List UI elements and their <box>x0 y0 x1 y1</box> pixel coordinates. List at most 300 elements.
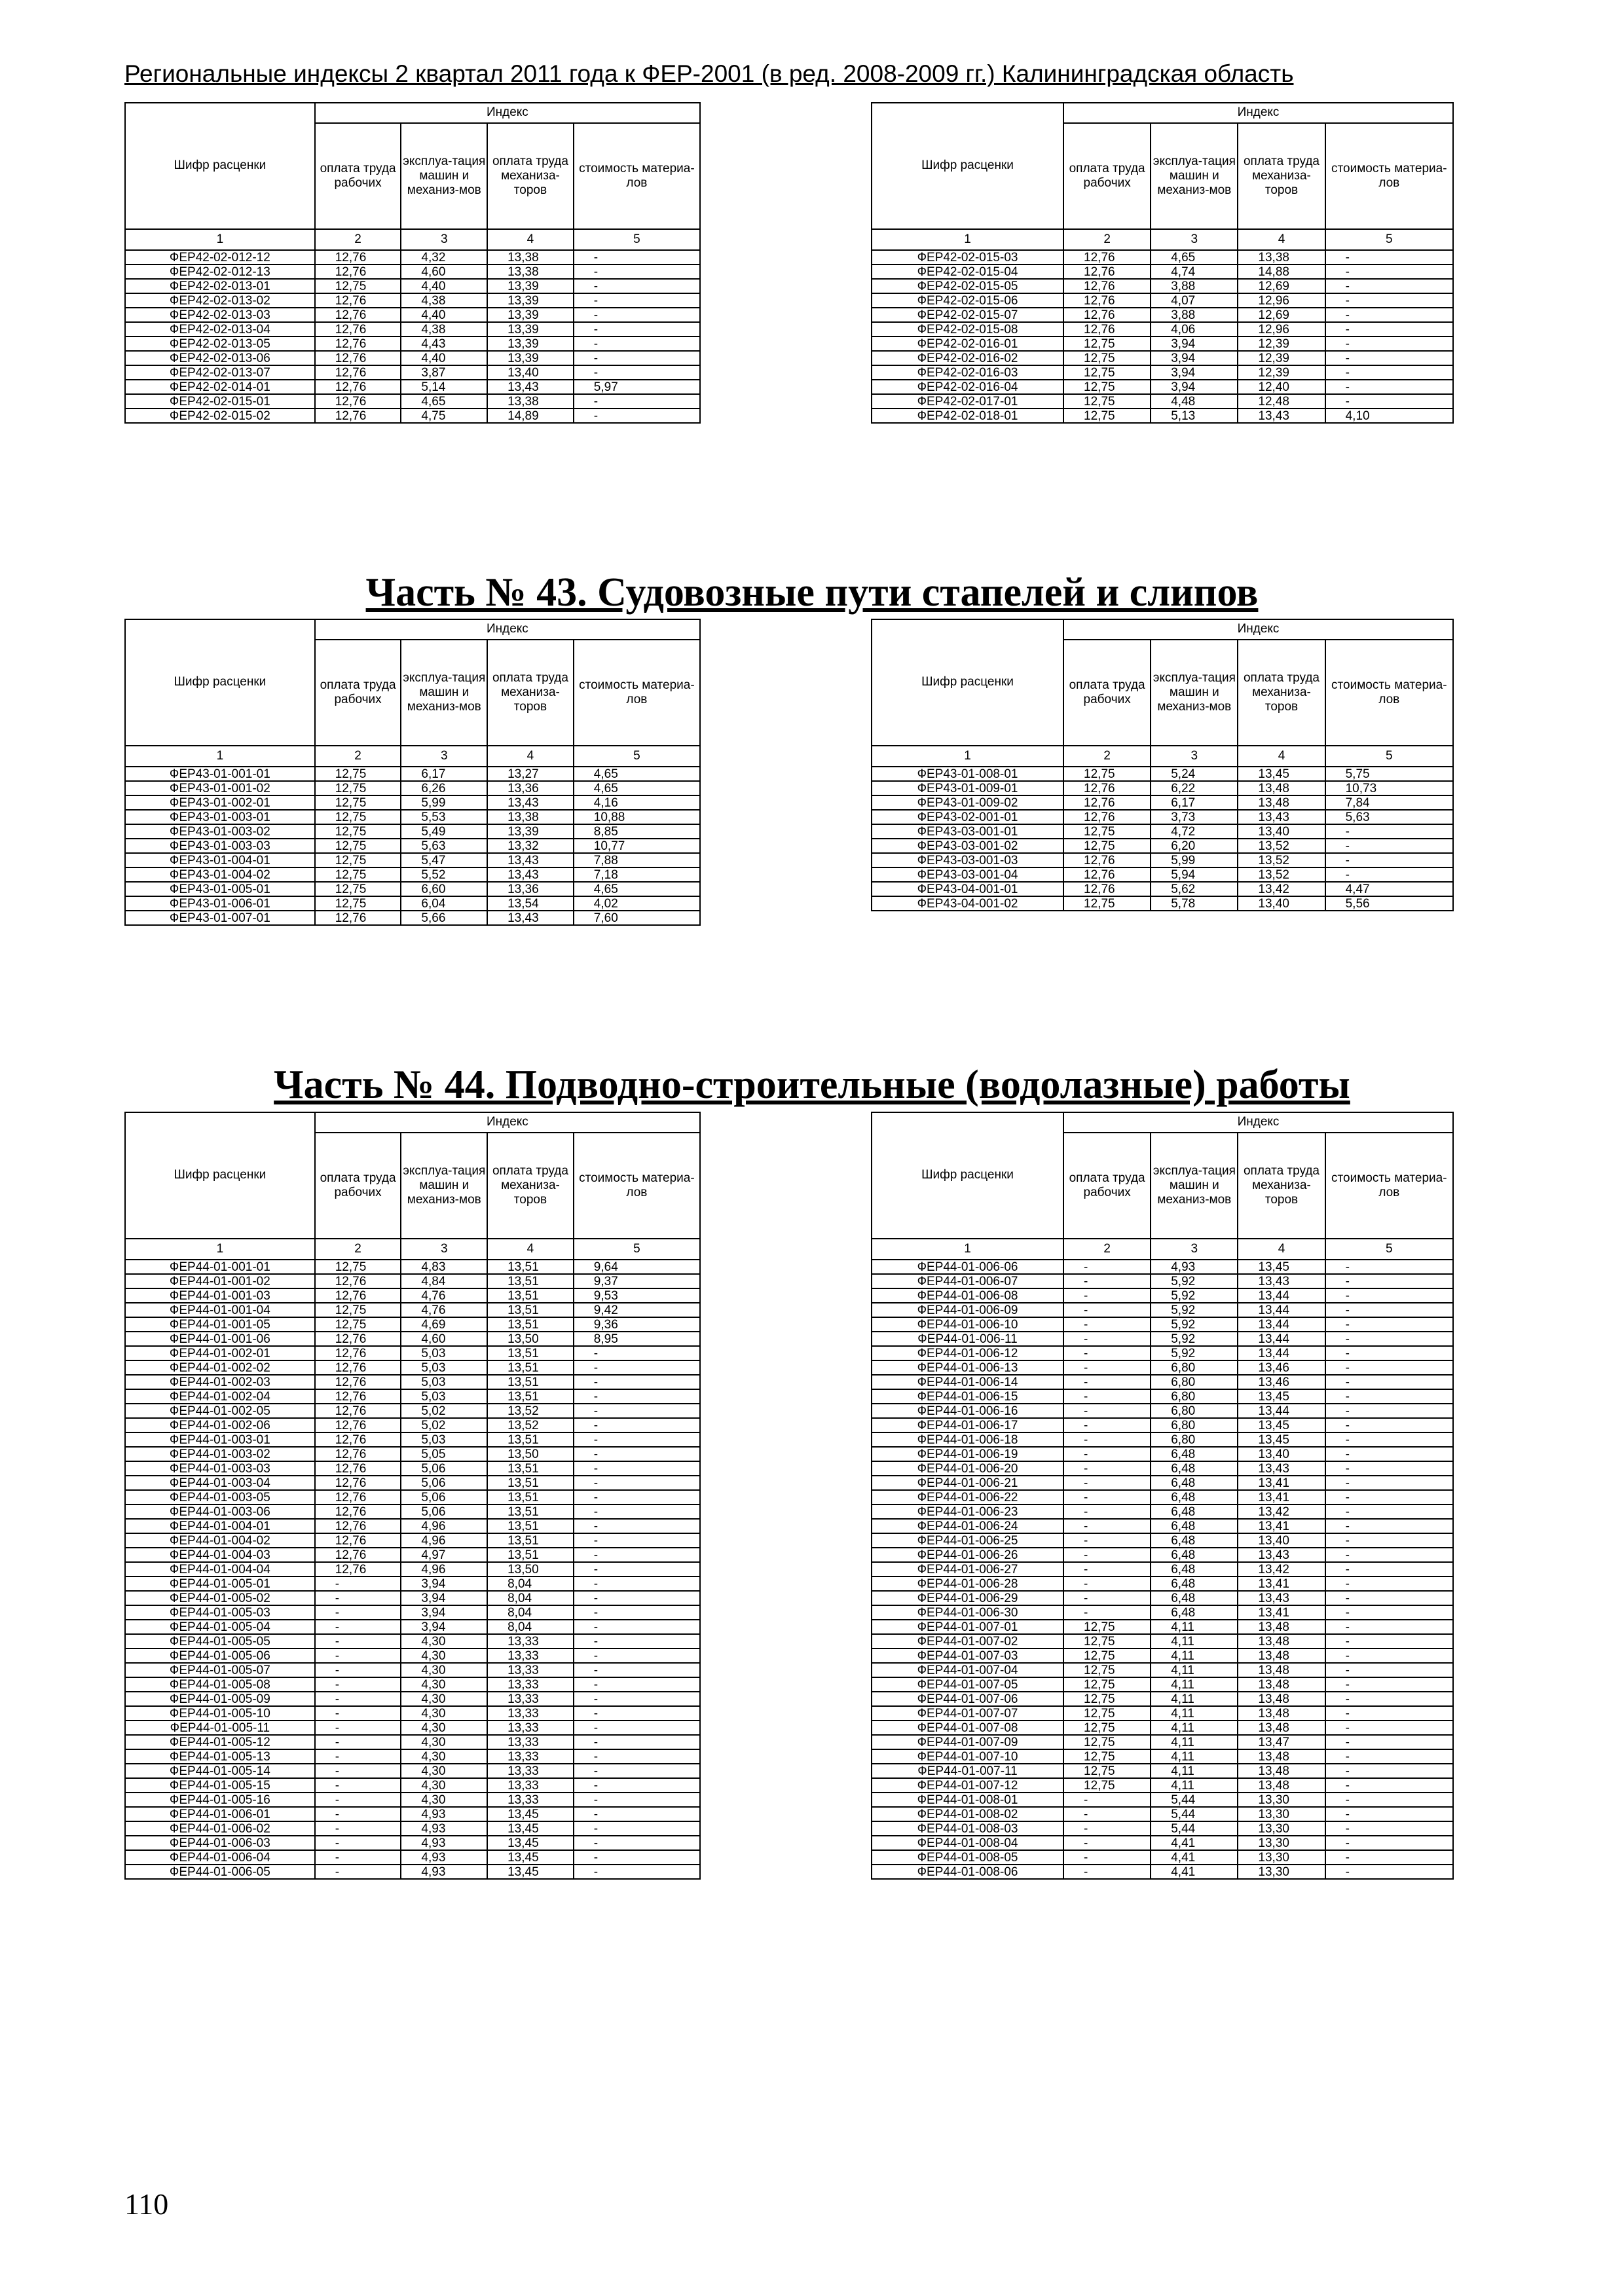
cell-operators: 13,43 <box>1238 409 1325 423</box>
cell-code: ФЕР44-01-005-13 <box>125 1749 315 1764</box>
col-number: 1 <box>125 746 315 767</box>
cell-code: ФЕР44-01-008-05 <box>872 1850 1063 1865</box>
cell-machines: 4,76 <box>401 1288 487 1303</box>
col-number: 4 <box>487 746 574 767</box>
cell-materials: 10,88 <box>574 810 700 824</box>
cell-labor: 12,76 <box>315 1504 401 1519</box>
cell-operators: 13,41 <box>1238 1519 1325 1533</box>
table-row <box>125 1375 700 1389</box>
cell-code: ФЕР44-01-006-03 <box>125 1836 315 1850</box>
cell-operators: 12,96 <box>1238 293 1325 308</box>
cell-machines: 5,44 <box>1151 1821 1238 1836</box>
cell-labor: 12,75 <box>315 810 401 824</box>
cell-materials: - <box>1325 308 1453 322</box>
table-row <box>872 867 1453 882</box>
cell-machines: 4,65 <box>1151 250 1238 264</box>
cell-operators: 13,51 <box>487 1375 574 1389</box>
cell-machines: 6,48 <box>1151 1504 1238 1519</box>
col-header-operators: оплата труда механиза-торов <box>487 123 574 229</box>
cell-materials: - <box>1325 1677 1453 1692</box>
cell-code: ФЕР44-01-006-22 <box>872 1490 1063 1504</box>
col-header-machines: эксплуа-тация машин и механиз-мов <box>1151 123 1238 229</box>
cell-materials: - <box>1325 1303 1453 1317</box>
cell-operators: 13,39 <box>487 293 574 308</box>
cell-code: ФЕР42-02-013-03 <box>125 308 315 322</box>
cell-code: ФЕР43-01-005-01 <box>125 882 315 896</box>
cell-machines: 6,80 <box>1151 1360 1238 1375</box>
table-row <box>872 1533 1453 1548</box>
cell-operators: 13,45 <box>1238 1432 1325 1447</box>
cell-operators: 13,46 <box>1238 1375 1325 1389</box>
cell-materials: - <box>1325 250 1453 264</box>
cell-labor: - <box>1063 1303 1151 1317</box>
cell-labor: 12,76 <box>1063 867 1151 882</box>
cell-materials: - <box>1325 839 1453 853</box>
cell-materials: - <box>574 1778 700 1793</box>
cell-materials: - <box>1325 1317 1453 1332</box>
cell-machines: 6,17 <box>1151 795 1238 810</box>
table-42-left <box>124 102 701 424</box>
cell-labor: 12,75 <box>1063 409 1151 423</box>
table-44-left <box>124 1112 701 1880</box>
table-row <box>872 1274 1453 1288</box>
cell-operators: 8,04 <box>487 1576 574 1591</box>
col-number: 5 <box>1325 1239 1453 1260</box>
cell-code: ФЕР44-01-006-10 <box>872 1317 1063 1332</box>
cell-labor: - <box>315 1576 401 1591</box>
cell-machines: 4,93 <box>401 1807 487 1821</box>
cell-materials: - <box>1325 1519 1453 1533</box>
cell-code: ФЕР44-01-006-25 <box>872 1533 1063 1548</box>
part-43-title: Часть № 43. Судовозные пути стапелей и слипов <box>365 570 1259 615</box>
table-row <box>872 1634 1453 1649</box>
table-42-right <box>871 102 1454 424</box>
cell-materials: - <box>1325 1562 1453 1576</box>
cell-machines: 5,03 <box>401 1389 487 1404</box>
cell-machines: 5,92 <box>1151 1288 1238 1303</box>
table-row <box>125 1317 700 1332</box>
cell-operators: 13,40 <box>1238 896 1325 911</box>
cell-operators: 13,30 <box>1238 1850 1325 1865</box>
cell-materials: - <box>1325 293 1453 308</box>
table-row <box>872 1865 1453 1879</box>
cell-machines: 5,06 <box>401 1476 487 1490</box>
cell-machines: 4,65 <box>401 394 487 409</box>
cell-code: ФЕР43-01-009-02 <box>872 795 1063 810</box>
cell-materials: - <box>574 1821 700 1836</box>
cell-operators: 13,44 <box>1238 1288 1325 1303</box>
cell-code: ФЕР44-01-005-15 <box>125 1778 315 1793</box>
cell-machines: 6,48 <box>1151 1519 1238 1533</box>
cell-code: ФЕР44-01-001-03 <box>125 1288 315 1303</box>
cell-labor: 12,76 <box>315 322 401 337</box>
table-row <box>125 1346 700 1360</box>
cell-materials: - <box>1325 1576 1453 1591</box>
cell-labor: 12,76 <box>315 337 401 351</box>
cell-materials: - <box>1325 1865 1453 1879</box>
cell-materials: - <box>574 1346 700 1360</box>
cell-operators: 13,33 <box>487 1793 574 1807</box>
table-row <box>125 279 700 293</box>
cell-code: ФЕР44-01-005-12 <box>125 1735 315 1749</box>
cell-materials: 4,16 <box>574 795 700 810</box>
table-row <box>125 911 700 925</box>
cell-materials: 8,85 <box>574 824 700 839</box>
cell-labor: 12,76 <box>315 250 401 264</box>
cell-operators: 8,04 <box>487 1591 574 1605</box>
table-row <box>872 1721 1453 1735</box>
cell-labor: 12,76 <box>315 911 401 925</box>
col-number: 2 <box>315 229 401 250</box>
cell-materials: - <box>1325 394 1453 409</box>
cell-labor: - <box>1063 1476 1151 1490</box>
col-header-labor: оплата труда рабочих <box>1063 640 1151 746</box>
cell-materials: - <box>1325 1591 1453 1605</box>
cell-labor: - <box>315 1620 401 1634</box>
cell-materials: - <box>574 1548 700 1562</box>
cell-machines: 5,92 <box>1151 1303 1238 1317</box>
table-row <box>125 824 700 839</box>
cell-code: ФЕР44-01-003-01 <box>125 1432 315 1447</box>
cell-machines: 5,92 <box>1151 1274 1238 1288</box>
cell-labor: 12,75 <box>315 824 401 839</box>
cell-labor: 12,76 <box>315 1404 401 1418</box>
table-row <box>125 1576 700 1591</box>
cell-labor: 12,75 <box>1063 1663 1151 1677</box>
cell-machines: 5,63 <box>401 839 487 853</box>
cell-code: ФЕР43-01-009-01 <box>872 781 1063 795</box>
cell-operators: 13,39 <box>487 322 574 337</box>
cell-machines: 4,93 <box>1151 1260 1238 1274</box>
cell-materials: - <box>574 365 700 380</box>
cell-operators: 13,51 <box>487 1389 574 1404</box>
cell-materials: 7,60 <box>574 911 700 925</box>
cell-machines: 3,73 <box>1151 810 1238 824</box>
cell-code: ФЕР43-01-003-01 <box>125 810 315 824</box>
cell-materials: 9,53 <box>574 1288 700 1303</box>
cell-labor: 12,76 <box>315 308 401 322</box>
table-row <box>125 1865 700 1879</box>
cell-labor: 12,76 <box>1063 882 1151 896</box>
cell-materials: 4,10 <box>1325 409 1453 423</box>
cell-materials: 4,02 <box>574 896 700 911</box>
table-row <box>872 264 1453 279</box>
cell-materials: 5,63 <box>1325 810 1453 824</box>
cell-code: ФЕР44-01-005-08 <box>125 1677 315 1692</box>
cell-machines: 4,07 <box>1151 293 1238 308</box>
cell-code: ФЕР44-01-006-15 <box>872 1389 1063 1404</box>
cell-labor: 12,75 <box>315 1260 401 1274</box>
cell-machines: 3,88 <box>1151 308 1238 322</box>
table-row <box>872 1605 1453 1620</box>
col-number: 1 <box>872 1239 1063 1260</box>
cell-machines: 5,05 <box>401 1447 487 1461</box>
table-row <box>872 1764 1453 1778</box>
cell-code: ФЕР44-01-004-03 <box>125 1548 315 1562</box>
cell-operators: 12,40 <box>1238 380 1325 394</box>
table-row <box>872 1490 1453 1504</box>
table-row <box>872 781 1453 795</box>
cell-machines: 4,41 <box>1151 1850 1238 1865</box>
cell-labor: - <box>1063 1260 1151 1274</box>
cell-operators: 13,27 <box>487 767 574 781</box>
cell-operators: 13,48 <box>1238 1764 1325 1778</box>
cell-code: ФЕР42-02-013-05 <box>125 337 315 351</box>
col-header-materials: стоимость материа-лов <box>574 123 700 229</box>
table-row <box>125 1620 700 1634</box>
table-44-right <box>871 1112 1454 1880</box>
cell-machines: 6,48 <box>1151 1562 1238 1576</box>
cell-labor: 12,75 <box>315 839 401 853</box>
cell-machines: 4,11 <box>1151 1721 1238 1735</box>
table-row <box>872 1288 1453 1303</box>
table-row <box>125 1793 700 1807</box>
table-row <box>872 1663 1453 1677</box>
cell-code: ФЕР43-01-003-03 <box>125 839 315 853</box>
cell-machines: 6,48 <box>1151 1591 1238 1605</box>
cell-operators: 13,50 <box>487 1562 574 1576</box>
cell-materials: - <box>574 1447 700 1461</box>
col-number: 2 <box>1063 746 1151 767</box>
cell-machines: 5,66 <box>401 911 487 925</box>
cell-code: ФЕР44-01-007-03 <box>872 1649 1063 1663</box>
table-row <box>125 1634 700 1649</box>
col-number: 2 <box>315 746 401 767</box>
table-row <box>872 380 1453 394</box>
table-row <box>872 1303 1453 1317</box>
cell-operators: 12,48 <box>1238 394 1325 409</box>
cell-materials: - <box>574 394 700 409</box>
cell-labor: - <box>1063 1591 1151 1605</box>
cell-machines: 5,14 <box>401 380 487 394</box>
cell-materials: - <box>1325 1735 1453 1749</box>
cell-code: ФЕР42-02-016-02 <box>872 351 1063 365</box>
cell-labor: 12,75 <box>1063 337 1151 351</box>
cell-operators: 13,51 <box>487 1317 574 1332</box>
cell-code: ФЕР44-01-008-03 <box>872 1821 1063 1836</box>
cell-materials: - <box>574 1605 700 1620</box>
col-number: 3 <box>401 229 487 250</box>
cell-materials: - <box>574 322 700 337</box>
col-header-labor: оплата труда рабочих <box>1063 123 1151 229</box>
cell-code: ФЕР44-01-008-06 <box>872 1865 1063 1879</box>
cell-materials: - <box>574 308 700 322</box>
cell-operators: 13,38 <box>487 264 574 279</box>
cell-operators: 13,48 <box>1238 1649 1325 1663</box>
col-header-operators: оплата труда механиза-торов <box>487 1133 574 1239</box>
cell-labor: - <box>1063 1274 1151 1288</box>
cell-operators: 12,39 <box>1238 365 1325 380</box>
cell-labor: - <box>1063 1850 1151 1865</box>
cell-operators: 13,45 <box>1238 1260 1325 1274</box>
cell-machines: 5,99 <box>401 795 487 810</box>
cell-labor: 12,76 <box>315 264 401 279</box>
cell-labor: - <box>1063 1836 1151 1850</box>
cell-operators: 13,39 <box>487 279 574 293</box>
cell-operators: 8,04 <box>487 1620 574 1634</box>
cell-materials: - <box>574 1706 700 1721</box>
cell-machines: 5,53 <box>401 810 487 824</box>
cell-machines: 5,06 <box>401 1504 487 1519</box>
cell-materials: - <box>1325 1850 1453 1865</box>
cell-machines: 4,96 <box>401 1533 487 1548</box>
cell-code: ФЕР42-02-016-04 <box>872 380 1063 394</box>
cell-materials: - <box>574 1490 700 1504</box>
cell-code: ФЕР42-02-015-07 <box>872 308 1063 322</box>
cell-operators: 13,50 <box>487 1332 574 1346</box>
cell-materials: - <box>574 1418 700 1432</box>
table-row <box>125 1778 700 1793</box>
cell-labor: 12,75 <box>315 279 401 293</box>
cell-machines: 4,30 <box>401 1634 487 1649</box>
cell-materials: - <box>574 1591 700 1605</box>
table-row <box>872 1807 1453 1821</box>
cell-operators: 12,69 <box>1238 279 1325 293</box>
cell-machines: 5,52 <box>401 867 487 882</box>
cell-machines: 5,49 <box>401 824 487 839</box>
cell-operators: 13,48 <box>1238 1778 1325 1793</box>
cell-materials: - <box>574 351 700 365</box>
cell-labor: - <box>1063 1793 1151 1807</box>
table-row <box>125 1504 700 1519</box>
cell-machines: 4,30 <box>401 1677 487 1692</box>
cell-operators: 13,45 <box>1238 1418 1325 1432</box>
cell-materials: - <box>574 1504 700 1519</box>
cell-labor: 12,76 <box>315 1346 401 1360</box>
cell-materials: - <box>1325 1476 1453 1490</box>
cell-labor: - <box>1063 1375 1151 1389</box>
cell-operators: 13,52 <box>1238 853 1325 867</box>
cell-machines: 4,96 <box>401 1519 487 1533</box>
cell-materials: - <box>1325 1447 1453 1461</box>
cell-labor: - <box>315 1663 401 1677</box>
cell-labor: - <box>1063 1332 1151 1346</box>
cell-labor: 12,75 <box>315 1303 401 1317</box>
table-row <box>125 1821 700 1836</box>
cell-operators: 13,51 <box>487 1461 574 1476</box>
cell-machines: 4,32 <box>401 250 487 264</box>
cell-code: ФЕР42-02-015-03 <box>872 250 1063 264</box>
col-number: 2 <box>1063 229 1151 250</box>
table-row <box>872 1850 1453 1865</box>
cell-machines: 4,75 <box>401 409 487 423</box>
cell-materials: 8,95 <box>574 1332 700 1346</box>
cell-machines: 6,80 <box>1151 1418 1238 1432</box>
cell-code: ФЕР44-01-007-07 <box>872 1706 1063 1721</box>
cell-operators: 13,45 <box>487 1865 574 1879</box>
table-row <box>125 882 700 896</box>
table-row <box>125 896 700 911</box>
table-row <box>125 365 700 380</box>
col-header-machines: эксплуа-тация машин и механиз-мов <box>1151 640 1238 746</box>
cell-materials: - <box>574 1562 700 1576</box>
cell-machines: 5,78 <box>1151 896 1238 911</box>
cell-operators: 13,41 <box>1238 1490 1325 1504</box>
cell-materials: - <box>1325 365 1453 380</box>
col-header-group: Индекс <box>315 619 700 640</box>
cell-machines: 6,48 <box>1151 1447 1238 1461</box>
cell-labor: 12,76 <box>315 1490 401 1504</box>
cell-machines: 4,30 <box>401 1778 487 1793</box>
cell-code: ФЕР44-01-005-02 <box>125 1591 315 1605</box>
cell-machines: 4,41 <box>1151 1865 1238 1879</box>
cell-machines: 5,44 <box>1151 1807 1238 1821</box>
table-row <box>872 1476 1453 1490</box>
cell-operators: 13,51 <box>487 1504 574 1519</box>
cell-code: ФЕР44-01-002-02 <box>125 1360 315 1375</box>
table-row <box>125 1447 700 1461</box>
col-number: 1 <box>125 229 315 250</box>
cell-operators: 13,52 <box>1238 839 1325 853</box>
col-header-machines: эксплуа-тация машин и механиз-мов <box>401 640 487 746</box>
cell-code: ФЕР44-01-006-05 <box>125 1865 315 1879</box>
table-row <box>125 264 700 279</box>
cell-materials: - <box>574 293 700 308</box>
cell-machines: 4,93 <box>401 1865 487 1879</box>
cell-labor: - <box>315 1735 401 1749</box>
cell-operators: 13,36 <box>487 882 574 896</box>
cell-code: ФЕР42-02-013-02 <box>125 293 315 308</box>
cell-labor: - <box>315 1749 401 1764</box>
cell-labor: - <box>315 1706 401 1721</box>
cell-materials: - <box>1325 1533 1453 1548</box>
cell-machines: 6,80 <box>1151 1389 1238 1404</box>
cell-labor: 12,75 <box>315 896 401 911</box>
cell-code: ФЕР42-02-015-04 <box>872 264 1063 279</box>
cell-labor: 12,75 <box>315 853 401 867</box>
cell-operators: 13,45 <box>487 1850 574 1865</box>
table-row <box>872 1346 1453 1360</box>
cell-machines: 4,11 <box>1151 1778 1238 1793</box>
cell-materials: - <box>1325 1749 1453 1764</box>
cell-operators: 13,52 <box>1238 867 1325 882</box>
cell-labor: - <box>315 1778 401 1793</box>
cell-code: ФЕР43-04-001-02 <box>872 896 1063 911</box>
cell-code: ФЕР42-02-013-06 <box>125 351 315 365</box>
cell-labor: - <box>1063 1317 1151 1332</box>
table-row <box>125 394 700 409</box>
table-row <box>125 853 700 867</box>
cell-operators: 13,33 <box>487 1721 574 1735</box>
cell-materials: - <box>1325 1793 1453 1807</box>
table-row <box>125 1706 700 1721</box>
cell-materials: 9,36 <box>574 1317 700 1332</box>
cell-operators: 13,38 <box>487 394 574 409</box>
cell-labor: 12,75 <box>1063 1677 1151 1692</box>
cell-labor: 12,75 <box>315 867 401 882</box>
cell-operators: 13,46 <box>1238 1360 1325 1375</box>
table-row <box>872 250 1453 264</box>
cell-labor: - <box>1063 1490 1151 1504</box>
cell-operators: 13,41 <box>1238 1576 1325 1591</box>
table-row <box>872 853 1453 867</box>
table-row <box>872 1432 1453 1447</box>
cell-labor: 12,76 <box>315 293 401 308</box>
cell-code: ФЕР44-01-005-16 <box>125 1793 315 1807</box>
table-row <box>872 1576 1453 1591</box>
cell-machines: 4,93 <box>401 1821 487 1836</box>
col-header-code: Шифр расценки <box>872 1112 1063 1239</box>
cell-operators: 13,52 <box>487 1404 574 1418</box>
cell-operators: 13,40 <box>1238 824 1325 839</box>
cell-code: ФЕР44-01-001-05 <box>125 1317 315 1332</box>
cell-labor: 12,76 <box>1063 308 1151 322</box>
table-row <box>125 1288 700 1303</box>
cell-materials: - <box>1325 1721 1453 1735</box>
cell-machines: 3,88 <box>1151 279 1238 293</box>
cell-labor: 12,76 <box>315 1274 401 1288</box>
cell-materials: - <box>574 1620 700 1634</box>
